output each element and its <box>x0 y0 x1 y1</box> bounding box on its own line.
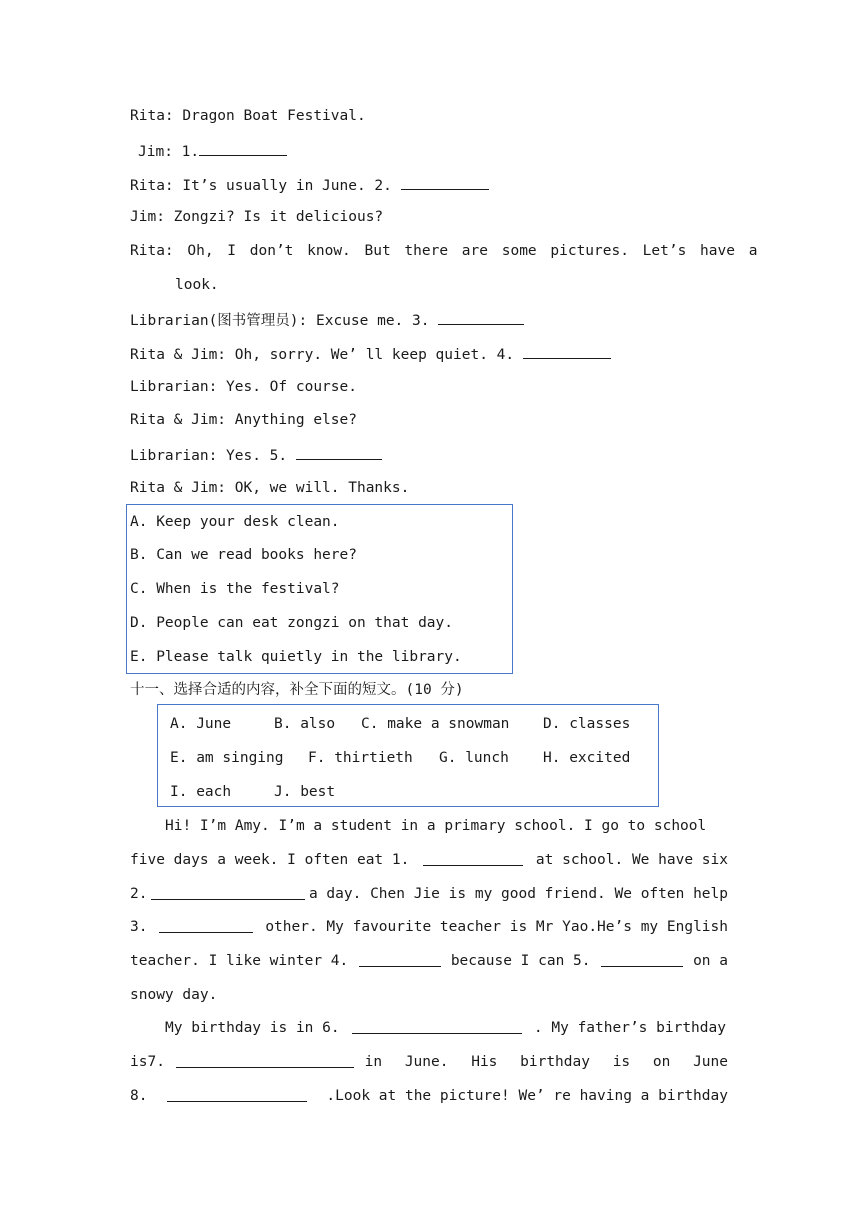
answer-blank-1[interactable] <box>199 140 287 156</box>
dialogue-line-6: look. <box>175 277 219 293</box>
answer-blank-2[interactable] <box>401 174 489 190</box>
passage-blank-7[interactable] <box>176 1052 354 1068</box>
word-e: E. am singing <box>170 750 284 766</box>
word-c: C. make a snowman <box>361 716 510 732</box>
passage-line-8: is7. in June. His birthday is on June <box>130 1054 728 1070</box>
word-a: A. June <box>170 716 232 732</box>
dialogue-line-11: Librarian: Yes. 5. <box>130 444 382 466</box>
section-heading <box>130 680 464 700</box>
word-i: I. each <box>170 784 232 800</box>
passage-line-7: My birthday is in 6. . My father’s birthday <box>165 1020 726 1036</box>
passage-line-2: five days a week. I often eat 1. at school. We have six <box>130 852 728 868</box>
passage-line-1: Hi! I’m Amy. I’m a student in a primary school. I go to school <box>165 818 707 834</box>
option-d: D. People can eat zongzi on that day. <box>130 615 454 631</box>
dialogue-line-10: Rita & Jim: Anything else? <box>130 412 357 428</box>
passage-blank-5[interactable] <box>601 951 683 967</box>
section-points: (10 分) <box>405 682 464 698</box>
passage-blank-6[interactable] <box>352 1018 522 1034</box>
passage-blank-8[interactable] <box>167 1086 307 1102</box>
word-g: G. lunch <box>439 750 509 766</box>
option-e: E. Please talk quietly in the library. <box>130 649 462 665</box>
answer-blank-4[interactable] <box>523 343 611 359</box>
section-title: 十一、选择合适的内容，补全下面的短文。 <box>130 682 406 698</box>
dialogue-line-12: Rita & Jim: OK, we will. Thanks. <box>130 480 410 496</box>
dialogue-line-2: Jim: 1. <box>138 140 287 162</box>
dialogue-line-4: Jim: Zongzi? Is it delicious? <box>130 209 384 225</box>
answer-blank-5[interactable] <box>296 444 382 460</box>
passage-blank-2[interactable] <box>151 884 305 900</box>
option-c: C. When is the festival? <box>130 581 340 597</box>
dialogue-line-1: Rita: Dragon Boat Festival. <box>130 108 366 124</box>
dialogue-line-3: Rita: It’s usually in June. 2. <box>130 174 489 196</box>
dialogue-line-5: Rita: Oh, I don’t know. But there are some pictures. Let’s have a <box>130 243 758 259</box>
word-d: D. classes <box>543 716 631 732</box>
option-a: A. Keep your desk clean. <box>130 514 340 530</box>
passage-line-3: 2. a day. Chen Jie is my good friend. We often help <box>130 886 728 902</box>
word-f: F. thirtieth <box>308 750 413 766</box>
word-b: B. also <box>274 716 336 732</box>
passage-line-9: 8. .Look at the picture! We’ re having a birthday <box>130 1088 728 1104</box>
word-j: J. best <box>274 784 336 800</box>
word-h: H. excited <box>543 750 631 766</box>
passage-line-5: teacher. I like winter 4. because I can 5. on a <box>130 953 728 969</box>
passage-blank-1[interactable] <box>423 850 523 866</box>
passage-blank-3[interactable] <box>159 917 253 933</box>
dialogue-line-8: Rita & Jim: Oh, sorry. We’ ll keep quiet. 4. <box>130 343 611 365</box>
answer-blank-3[interactable] <box>438 309 524 325</box>
passage-line-6: snowy day. <box>130 987 218 1003</box>
option-b: B. Can we read books here? <box>130 547 357 563</box>
passage-line-4: 3. other. My favourite teacher is Mr Yao.He’s my English <box>130 919 728 935</box>
dialogue-line-7: Librarian(图书管理员): Excuse me. 3. <box>130 309 524 331</box>
dialogue-line-9: Librarian: Yes. Of course. <box>130 379 357 395</box>
passage-blank-4[interactable] <box>359 951 441 967</box>
